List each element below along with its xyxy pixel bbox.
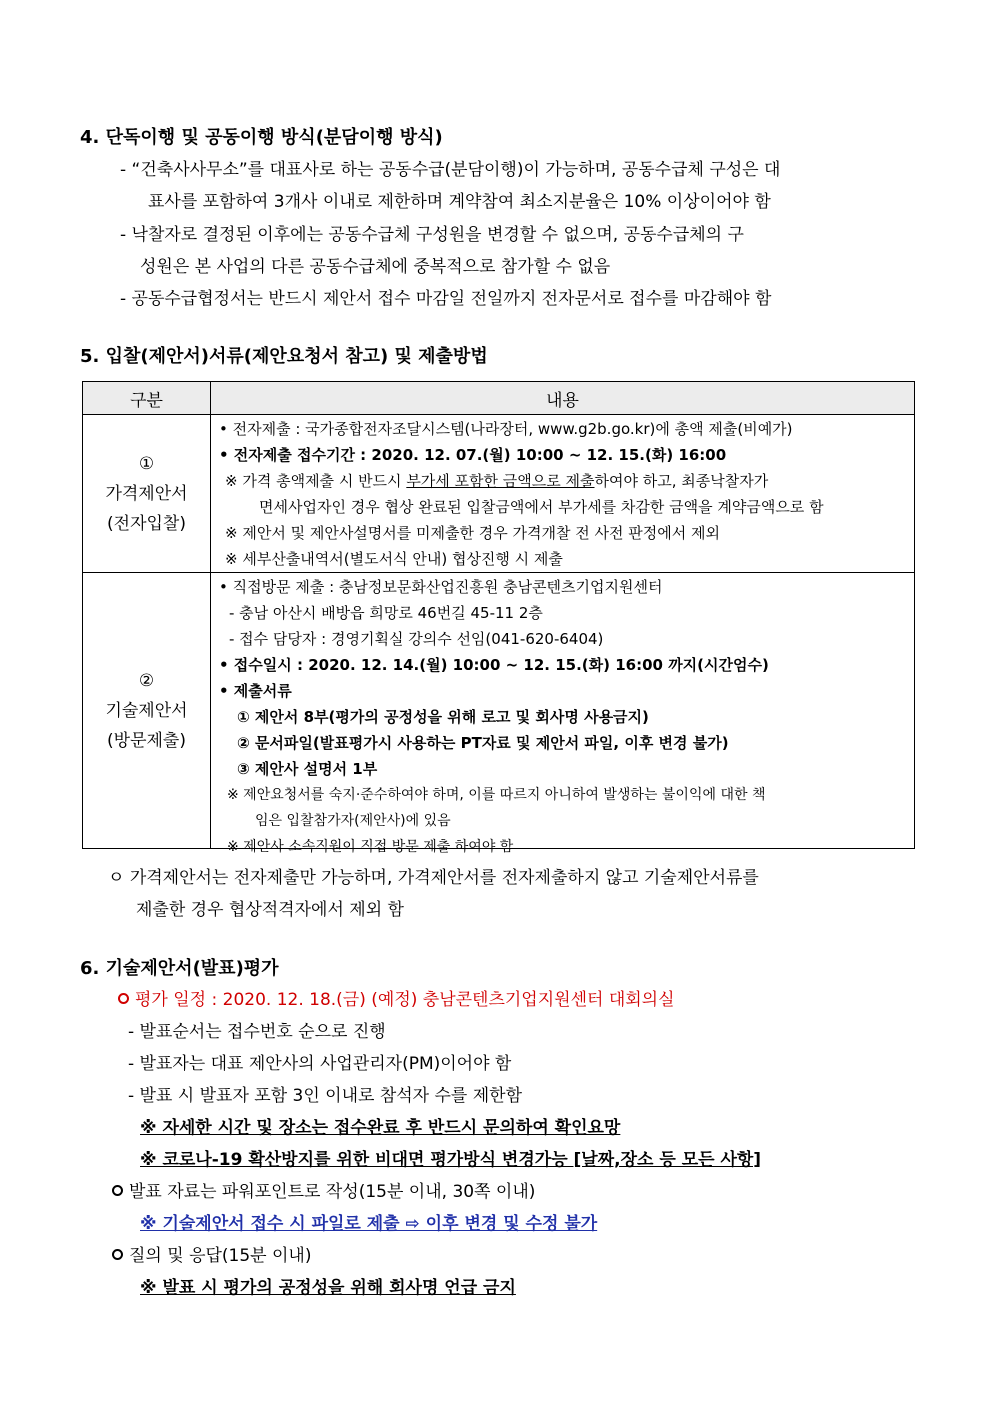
circle-bullet-icon xyxy=(112,1249,123,1260)
s6-schedule: 평가 일정 : 2020. 12. 18.(금) (예정) 충남콘텐츠기업지원센터 대회의실 xyxy=(118,988,675,1012)
cell-line: - 접수 담당자 : 경영기획실 강의수 선임(041-620-6404) xyxy=(229,630,604,648)
cell-line: ※ 가격 총액제출 시 반드시 부가세 포함한 금액으로 제출하여야 하고, 최종낙찰자가 xyxy=(225,472,769,490)
cell-line: ① 제안서 8부(평가의 공정성을 위해 로고 및 회사명 사용금지) xyxy=(237,708,649,726)
s6-bullet-2: 발표 자료는 파워포인트로 작성(15분 이내, 30쪽 이내) xyxy=(112,1180,535,1204)
table-row-technical-proposal xyxy=(83,573,915,849)
price-proposal-content xyxy=(211,415,915,573)
section-6-title: 6. 기술제안서(발표)평가 xyxy=(80,958,279,979)
cell-line: • 제출서류 xyxy=(219,682,292,700)
row-method: (전자입찰) xyxy=(107,513,186,534)
cell-line: • 직접방문 제출 : 충남정보문화산업진흥원 충남콘텐츠기업지원센터 xyxy=(219,578,663,596)
technical-proposal-content xyxy=(211,573,915,855)
s5-note-line-1: ㅇ 가격제안서는 전자제출만 가능하며, 가격제안서를 전자제출하지 않고 기술제안서류를 xyxy=(108,868,759,888)
cell-line: 임은 입찰참가자(제안사)에 있음 xyxy=(255,813,451,829)
cell-line: - 충남 아산시 배방읍 희망로 46번길 45-11 2층 xyxy=(229,604,543,622)
s4-item-1-line-1: - “건축사사무소”를 대표사로 하는 공동수급(분담이행)이 가능하며, 공동수급체 구성은 대 xyxy=(120,160,781,180)
s6-note-3: ※ 기술제안서 접수 시 파일로 제출 ⇨ 이후 변경 및 수정 불가 xyxy=(140,1214,598,1234)
price-proposal-label xyxy=(83,415,211,573)
cell-line: • 접수일시 : 2020. 12. 14.(월) 10:00 ~ 12. 15.(화) 16:00 까지(시간엄수) xyxy=(219,656,769,674)
s6-detail-3: - 발표 시 발표자 포함 3인 이내로 참석자 수를 제한함 xyxy=(128,1086,523,1106)
cell-line: ③ 제안사 설명서 1부 xyxy=(237,760,378,778)
cell-line: ※ 세부산출내역서(별도서식 안내) 협상진행 시 제출 xyxy=(225,550,563,568)
s4-item-2-line-2: 성원은 본 사업의 다른 공동수급체에 중복적으로 참가할 수 없음 xyxy=(140,257,611,277)
table-header-category: 구분 xyxy=(83,382,211,415)
cell-line: ② 문서파일(발표평가시 사용하는 PT자료 및 제안서 파일, 이후 변경 불가) xyxy=(237,734,729,752)
s4-item-3: - 공동수급협정서는 반드시 제안서 접수 마감일 전일까지 전자문서로 접수를 마감해야 함 xyxy=(120,289,772,309)
section-5-title: 5. 입찰(제안서)서류(제안요청서 참고) 및 제출방법 xyxy=(80,346,488,367)
cell-line: • 전자제출 접수기간 : 2020. 12. 07.(월) 10:00 ~ 12. 15.(화) 16:00 xyxy=(219,446,727,464)
s6-detail-2: - 발표자는 대표 제안사의 사업관리자(PM)이어야 함 xyxy=(128,1054,512,1074)
s6-note-4: ※ 발표 시 평가의 공정성을 위해 회사명 언급 금지 xyxy=(140,1278,516,1298)
s6-note-1: ※ 자세한 시간 및 장소는 접수완료 후 반드시 문의하여 확인요망 xyxy=(140,1118,621,1138)
cell-line: 면세사업자인 경우 협상 완료된 입찰금액에서 부가세를 차감한 금액을 계약금액으로 함 xyxy=(259,498,824,516)
s4-item-2-line-1: - 낙찰자로 결정된 이후에는 공동수급체 구성원을 변경할 수 없으며, 공동수급체의 구 xyxy=(120,225,744,245)
row-method: (방문제출) xyxy=(107,730,186,751)
row-number: ② xyxy=(138,670,155,691)
s6-bullet-3: 질의 및 응답(15분 이내) xyxy=(112,1244,311,1268)
s6-note-2: ※ 코로나-19 확산방지를 위한 비대면 평가방식 변경가능 [날짜,장소 등 모든 사항] xyxy=(140,1150,762,1170)
cell-line: • 전자제출 : 국가종합전자조달시스템(나라장터, www.g2b.go.kr)에 총액 제출(비예가) xyxy=(219,420,793,438)
table-header-content: 내용 xyxy=(211,382,915,415)
row-number: ① xyxy=(138,453,155,474)
cell-line: ※ 제안사 소속직원이 직접 방문 제출 하여야 함 xyxy=(227,839,514,855)
technical-proposal-label xyxy=(83,573,211,849)
circle-bullet-icon xyxy=(118,993,129,1004)
row-name: 가격제안서 xyxy=(105,483,188,504)
cell-line: ※ 제안요청서를 숙지·준수하여야 하며, 이를 따르지 아니하여 발생하는 불이익에 대한 책 xyxy=(227,787,766,803)
row-name: 기술제안서 xyxy=(105,700,188,721)
section-4-title: 4. 단독이행 및 공동이행 방식(분담이행 방식) xyxy=(80,127,443,148)
s5-note-line-2: 제출한 경우 협상적격자에서 제외 함 xyxy=(136,900,404,920)
s4-item-1-line-2: 표사를 포함하여 3개사 이내로 제한하며 계약참여 최소지분율은 10% 이상이어야 함 xyxy=(148,192,771,212)
table-row-price-proposal xyxy=(83,415,915,573)
circle-bullet-icon xyxy=(112,1185,123,1196)
submission-table xyxy=(82,381,915,855)
cell-line: ※ 제안서 및 제안사설명서를 미제출한 경우 가격개찰 전 사전 판정에서 제외 xyxy=(225,524,720,542)
s6-detail-1: - 발표순서는 접수번호 순으로 진행 xyxy=(128,1022,386,1042)
